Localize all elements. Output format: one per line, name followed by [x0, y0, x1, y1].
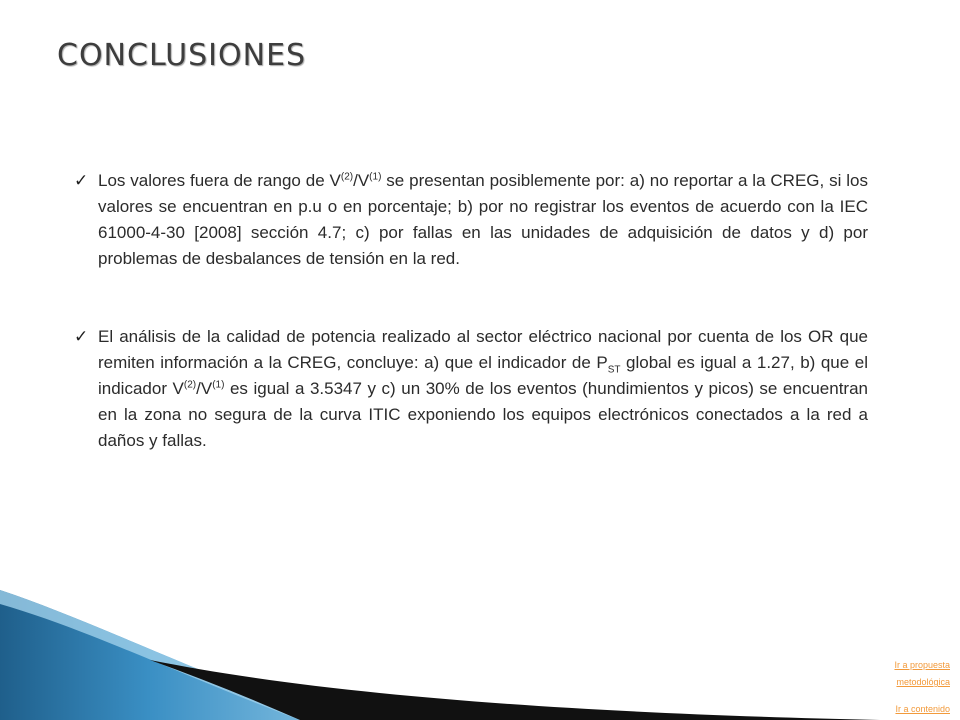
- bullet-2-text: [98, 327, 868, 450]
- slide-title: CONCLUSIONES: [57, 38, 307, 73]
- checkmark-icon: ✓: [74, 327, 89, 347]
- decorative-wave: [0, 590, 960, 720]
- superscript: (1): [212, 379, 225, 391]
- text-run: Los valores fuera de rango de V: [98, 171, 341, 190]
- bullet-item-1: [74, 168, 868, 272]
- text-run: es igual a 3.5347 y c) un 30% de los eventos (hundimientos y picos) se encuentran en la zona no segura de la curva ITIC exponiendo los equipos electrónicos conectados a la red a daños y fallas.: [98, 379, 868, 450]
- link-ir-a-contenido[interactable]: Ir a contenido: [895, 704, 950, 714]
- nav-links: [894, 657, 950, 718]
- subscript: ST: [607, 364, 621, 376]
- link-line: metodológica: [896, 677, 950, 687]
- text-run: global es igual a 1.27, b) que el indicador V: [98, 353, 868, 398]
- link-propuesta-metodologica[interactable]: [894, 657, 950, 691]
- bullet-list: [74, 168, 868, 454]
- checkmark-icon: ✓: [74, 171, 89, 191]
- link-line: Ir a propuesta: [894, 660, 950, 670]
- superscript: (2): [183, 379, 197, 391]
- text-run: se presentan posiblemente por: a) no reportar a la CREG, si los valores se encuentran en p.u o en porcentaje; b) por no registrar los eventos de acuerdo con la IEC 61000-4-30 [2008] sección 4.7; c) por fallas en las unidades de adquisición de datos y d) por problemas de desbalances de tensión en la red.: [98, 171, 869, 268]
- superscript: (1): [369, 171, 382, 183]
- spacer: [894, 691, 950, 701]
- bullet-item-2: [74, 324, 868, 454]
- text-run: /V: [196, 379, 213, 398]
- text-run: El análisis de la calidad de potencia realizado al sector eléctrico nacional por cuenta de los OR que remiten información a la CREG, concluye: a) que el indicador de P: [98, 327, 868, 372]
- text-run: /V: [353, 171, 370, 190]
- superscript: (2): [340, 171, 354, 183]
- bullet-1-text: [98, 171, 868, 268]
